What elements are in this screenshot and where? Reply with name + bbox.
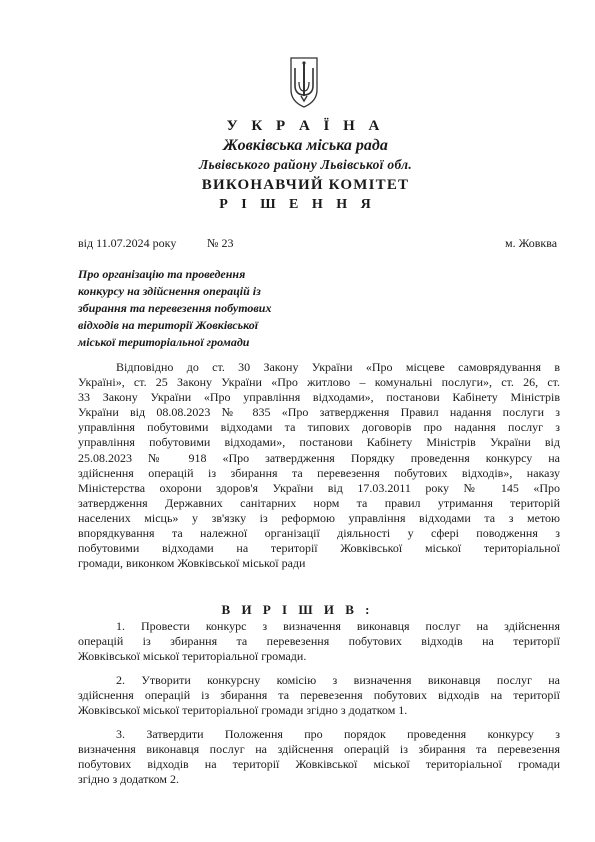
resolution-item-1 [78, 619, 560, 664]
council-title: Жовківська міська рада [223, 137, 388, 154]
district-title: Львівського району Львівської обл. [198, 157, 413, 172]
subject-line: міської територіальної громади [78, 335, 250, 349]
paragraph-line: 25.08.2023 № 918 «Про затвердження Порядку проведення конкурсу на [78, 450, 560, 465]
country-title: У К Р А Ї Н А [226, 118, 385, 134]
subject-line: конкурсу на здійснення операцій із [78, 284, 261, 298]
resolution-item-2 [78, 673, 560, 718]
paragraph-line: згідно з додатком 2. [78, 772, 179, 787]
paragraph-line: України від 08.08.2023 № 835 «Про затвердження Правил надання послуги з [78, 405, 560, 420]
paragraph-line: 33 Закону України «Про управління відходами», постанови Кабінету Міністрів [78, 390, 560, 405]
paragraph-line: затвердження Державних санітарних норм та правил утримання територій [78, 495, 560, 510]
paragraph-line: громади, виконком Жовківської міської ради [78, 556, 306, 571]
decision-city: м. Жовква [505, 236, 558, 250]
decision-number: № 23 [207, 236, 234, 250]
subject-line: Про організацію та проведення [78, 267, 246, 281]
paragraph-line: побутовими відходами на території Жовківської міської територіальної [78, 541, 560, 556]
paragraph-line: 2. Утворити конкурсну комісію з визначення виконавця послуг на [116, 673, 560, 687]
trident-coat-of-arms-icon [289, 56, 319, 108]
paragraph-line: населених місць» у зв'язку із реформою управління відходами та з метою [78, 510, 560, 525]
paragraph-line: здійснення операцій із збирання та перевезення побутових відходів на території [78, 688, 560, 703]
subject-line: відходів на території Жовківської [78, 318, 259, 332]
intro-paragraph [78, 360, 560, 571]
paragraph-line: операцій із збирання та перевезення побутових відходів на території [78, 634, 560, 649]
paragraph-line: управління побутовими відходами», постанови Кабінету Міністрів України від [78, 435, 560, 450]
decision-date: від 11.07.2024 року [78, 236, 177, 250]
paragraph-line: визначення виконавця послуг на здійснення операцій із збирання та перевезення [78, 742, 560, 757]
paragraph-line: Міністерства охорони здоров'я України від 17.03.2011 року № 145 «Про [78, 480, 560, 495]
resolve-heading: В И Р І Ш И В : [221, 602, 374, 617]
paragraph-line: Жовківської міської територіальної громади. [78, 649, 307, 664]
document-type: Р І Ш Е Н Н Я [219, 197, 376, 212]
paragraph-line: Жовківської міської територіальної громади згідно з додатком 1. [78, 703, 408, 718]
decision-subject [78, 266, 318, 351]
paragraph-line: здійснення операцій із збирання та перевезення побутових відходів», наказу [78, 465, 560, 480]
committee-title: ВИКОНАВЧИЙ КОМІТЕТ [201, 177, 410, 193]
paragraph-line: управління побутовими відходами та типових договорів про надання послуг з [78, 420, 560, 435]
paragraph-line: побутових відходів на території Жовківської міської територіальної громади [78, 757, 560, 772]
subject-line: збирання та перевезення побутових [78, 301, 272, 315]
paragraph-line: 1. Провести конкурс з визначення виконавця послуг на здійснення [116, 619, 560, 633]
paragraph-line: впорядкування та належної організації діяльності у сфері поводження з [78, 526, 560, 541]
paragraph-line: Україні», ст. 25 Закону України «Про житлово – комунальні послуги», ст. 26, ст. [78, 375, 560, 390]
resolution-item-3 [78, 727, 560, 787]
paragraph-line: Відповідно до ст. 30 Закону України «Про місцеве самоврядування в [116, 360, 560, 374]
paragraph-line: 3. Затвердити Положення про порядок проведення конкурсу з [116, 727, 560, 741]
